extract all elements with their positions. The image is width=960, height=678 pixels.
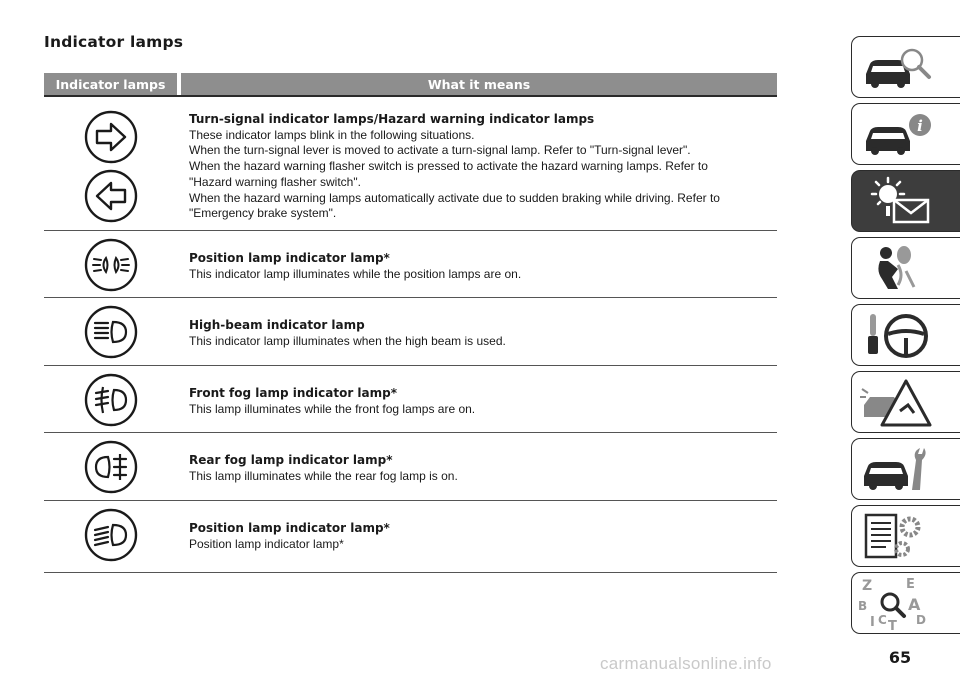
table-row: [44, 231, 777, 298]
row-text: "Hazard warning flasher switch".: [189, 174, 361, 189]
tab-car-info[interactable]: [851, 103, 960, 165]
row-text: When the hazard warning flasher switch is pressed to activate the hazard warning lamps. Refer to: [189, 159, 708, 174]
row-text: This lamp illuminates while the rear fog lamp is on.: [189, 468, 458, 483]
high-beam-icon: [84, 305, 138, 359]
table-row: [44, 99, 777, 231]
turn-signal-right-icon: [84, 110, 138, 164]
row-title: Position lamp indicator lamp*: [189, 251, 390, 265]
tab-emergency[interactable]: [851, 371, 960, 433]
key-steering-wheel-icon: [858, 308, 938, 364]
row-title: Turn-signal indicator lamps/Hazard warning indicator lamps: [189, 112, 595, 126]
row-text: This indicator lamp illuminates when the high beam is used.: [189, 333, 506, 348]
alphabetical-index-icon: [858, 576, 938, 632]
row-text: "Emergency brake system".: [189, 206, 337, 221]
tab-technical-data[interactable]: [851, 505, 960, 567]
position-lamp-icon: [84, 238, 138, 292]
table-header: [44, 73, 777, 97]
svg-text:B: B: [858, 599, 868, 613]
spec-list-gears-icon: [858, 509, 938, 565]
table-row: [44, 501, 777, 573]
car-crash-warning-icon: [858, 375, 938, 431]
row-title: High-beam indicator lamp: [189, 318, 365, 332]
row-text: When the turn-signal lever is moved to activate a turn-signal lamp. Refer to "Turn-signal lever".: [189, 143, 691, 158]
car-info-icon: [858, 107, 938, 163]
header-indicator-lamps: Indicator lamps: [44, 73, 177, 95]
row-text: When the hazard warning lamps automatically activate due to sudden braking while driving. Refer to: [189, 190, 720, 205]
row-text: This lamp illuminates while the front fog lamps are on.: [189, 401, 476, 416]
tab-safety[interactable]: [851, 237, 960, 299]
svg-text:T: T: [888, 619, 897, 632]
tab-index[interactable]: [851, 572, 960, 634]
tab-starting-driving[interactable]: [851, 304, 960, 366]
svg-text:C: C: [878, 613, 887, 627]
indicator-table: [44, 73, 777, 551]
row-text: These indicator lamps blink in the following situations.: [189, 127, 475, 142]
svg-text:i: i: [917, 117, 923, 135]
svg-text:Z: Z: [862, 578, 873, 594]
page-number: 65: [888, 648, 912, 667]
tab-car-search[interactable]: [851, 36, 960, 98]
meaning-cell: [189, 112, 773, 222]
table-row: [44, 298, 777, 366]
row-title: Rear fog lamp indicator lamp*: [189, 453, 393, 467]
row-title: Front fog lamp indicator lamp*: [189, 386, 397, 400]
row-text: This indicator lamp illuminates while the position lamps are on.: [189, 266, 522, 281]
car-search-icon: [858, 40, 938, 96]
rear-fog-lamp-icon: [84, 440, 138, 494]
tab-maintenance[interactable]: [851, 438, 960, 500]
car-wrench-icon: [858, 442, 938, 498]
svg-text:A: A: [908, 595, 921, 614]
svg-text:I: I: [870, 615, 875, 630]
page-title: Indicator lamps: [44, 33, 184, 51]
low-beam-icon: [84, 508, 138, 562]
header-what-it-means: What it means: [181, 73, 777, 95]
svg-text:D: D: [916, 613, 926, 627]
row-title: Position lamp indicator lamp*: [189, 521, 390, 535]
table-row: [44, 433, 777, 501]
turn-signal-left-icon: [84, 169, 138, 223]
watermark: carmanualsonline.info: [600, 654, 772, 673]
warning-light-message-icon: [858, 174, 938, 230]
table-row: [44, 366, 777, 433]
front-fog-lamp-icon: [84, 373, 138, 427]
svg-text:E: E: [906, 577, 915, 592]
airbag-seat-icon: [858, 241, 938, 297]
row-text: Position lamp indicator lamp*: [189, 536, 344, 551]
tab-warning-lights[interactable]: [851, 170, 960, 232]
